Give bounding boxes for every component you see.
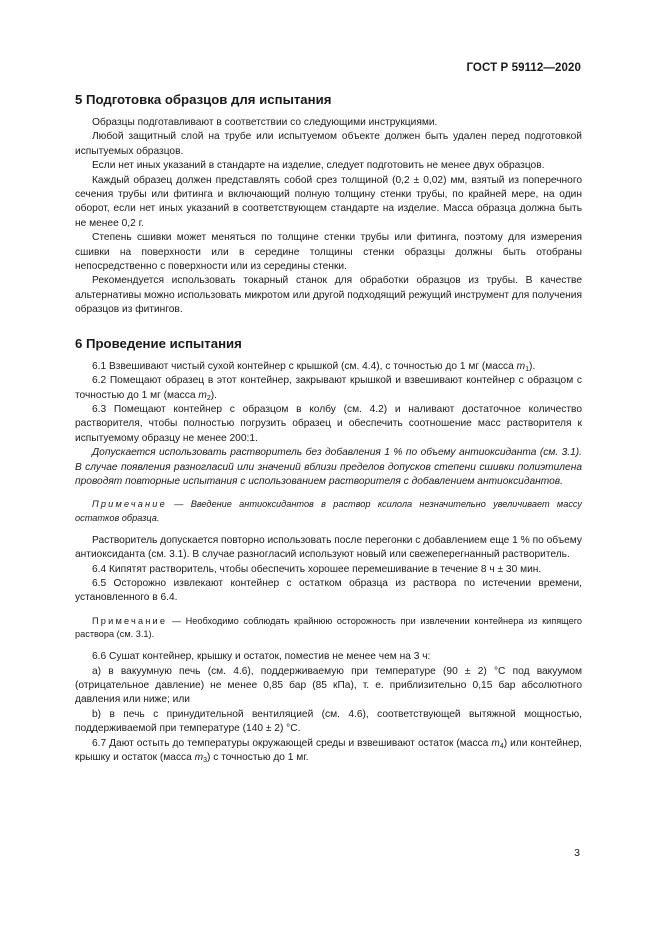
note-label: Примечание [92, 615, 168, 626]
note-boiling-solution: Примечание — Необходимо соблюдать крайнюю осторожность при извлечении контейнера из кипящего раствора (см. 3.1). [75, 615, 582, 639]
section-6-title: 6 Проведение испытания [75, 335, 242, 351]
clause-6-3-allowance: Допускается использовать растворитель без добавления 1 % по объему антиоксиданта (см. 3.1). В случае появления разногласий или значений вблизи пределов допусков степени сшивки полиэтилена проводят повторные испытания с использованием растворителя с добавлением антиоксидантов. [75, 447, 582, 487]
clause-6-6-b: b) в печь с принудительной вентиляцией (см. 4.6), соответствующей вытяжной мощностью, поддерживаемой при температуре (140 ± 2) °С. [75, 708, 582, 735]
clause-6-7: 6.7 Дают остыть до температуры окружающей среды и взвешивают остаток (масса $m_4$) или контейнер, крышку и остаток (масса $m_3$) с точностью до 1 мг. [75, 737, 582, 765]
note-antioxidants: Примечание — Введение антиоксидантов в раствор ксилола незначительно увеличивает массу остатков образца. [75, 499, 582, 523]
section-6 [75, 335, 582, 766]
paragraph: Образцы подготавливают в соответствии со следующими инструкциями. [92, 117, 438, 128]
standard-number: ГОСТ Р 59112—2020 [466, 62, 581, 74]
clause-6-3: 6.3 Помещают контейнер с образцом в колбу (см. 4.2) и наливают достаточное количество растворителя, чтобы полностью погрузить образец и обеспечить соотношение масс растворителя к испытуемому образцу не менее 200:1. [75, 403, 582, 444]
paragraph: Степень сшивки может меняться по толщине стенки трубы или фитинга, поэтому для измерения сшивки на поверхности или в середине толщины стенки образцы должны быть отобраны непосредственно с поверхности или из середины стенки. [75, 232, 582, 273]
page-body [75, 91, 582, 765]
solvent-reuse: Растворитель допускается повторно использовать после перегонки с добавлением еще 1 % по объему антиоксиданта (см. 3.1). В случае разногласий используют новый или свежеперегнанный растворитель. [75, 534, 582, 561]
clause-6-4: 6.4 Кипятят растворитель, чтобы обеспечить хорошее перемешивание в течение 8 ч ± 30 мин. [92, 563, 542, 575]
section-5-title: 5 Подготовка образцов для испытания [75, 92, 332, 107]
clause-6-1: 6.1 Взвешивают чистый сухой контейнер с крышкой (см. 4.4), с точностью до 1 мг (масса $m_1$). [92, 360, 536, 373]
note-label: Примечание [92, 499, 167, 510]
clause-6-2: 6.2 Помещают образец в этот контейнер, закрывают крышкой и взвешивают контейнер с образцом с точностью до 1 мг (масса $m_2$). [75, 375, 582, 402]
section-5 [75, 91, 582, 318]
clause-6-5: 6.5 Осторожно извлекают контейнер с остатком образца из раствора по истечении времени, установленного в 6.4. [75, 577, 582, 604]
page-number: 3 [574, 847, 580, 859]
paragraph: Любой защитный слой на трубе или испытуемом объекте должен быть удален перед подготовкой испытуемых образцов. [75, 131, 582, 157]
paragraph: Если нет иных указаний в стандарте на изделие, следует подготовить не менее двух образцов. [92, 160, 545, 172]
clause-6-6-a: а) в вакуумную печь (см. 4.6), поддерживаемую при температуре (90 ± 2) °С под вакуумом (отрицательное давление) не менее 0,85 бар (85 кПа), т. е. приблизительно 0,15 бар абсолютного давления или ниже; или [75, 665, 582, 706]
clause-6-6: 6.6 Сушат контейнер, крышку и остаток, поместив не менее чем на 3 ч: [92, 651, 431, 663]
paragraph: Рекомендуется использовать токарный станок для обработки образцов из трубы. В качестве альтернативы можно использовать микротом или другой подходящий режущий инструмент для получения образцов из фитингов. [75, 275, 582, 316]
paragraph: Каждый образец должен представлять собой срез толщиной (0,2 ± 0,02) мм, взятый из поперечного сечения трубы или фитинга и включающий полную толщину стенки трубы, по крайней мере, на один оборот, если нет иных указаний в соответствующем стандарте на изделие. Масса образца должна быть не менее 0,2 г. [75, 174, 582, 229]
